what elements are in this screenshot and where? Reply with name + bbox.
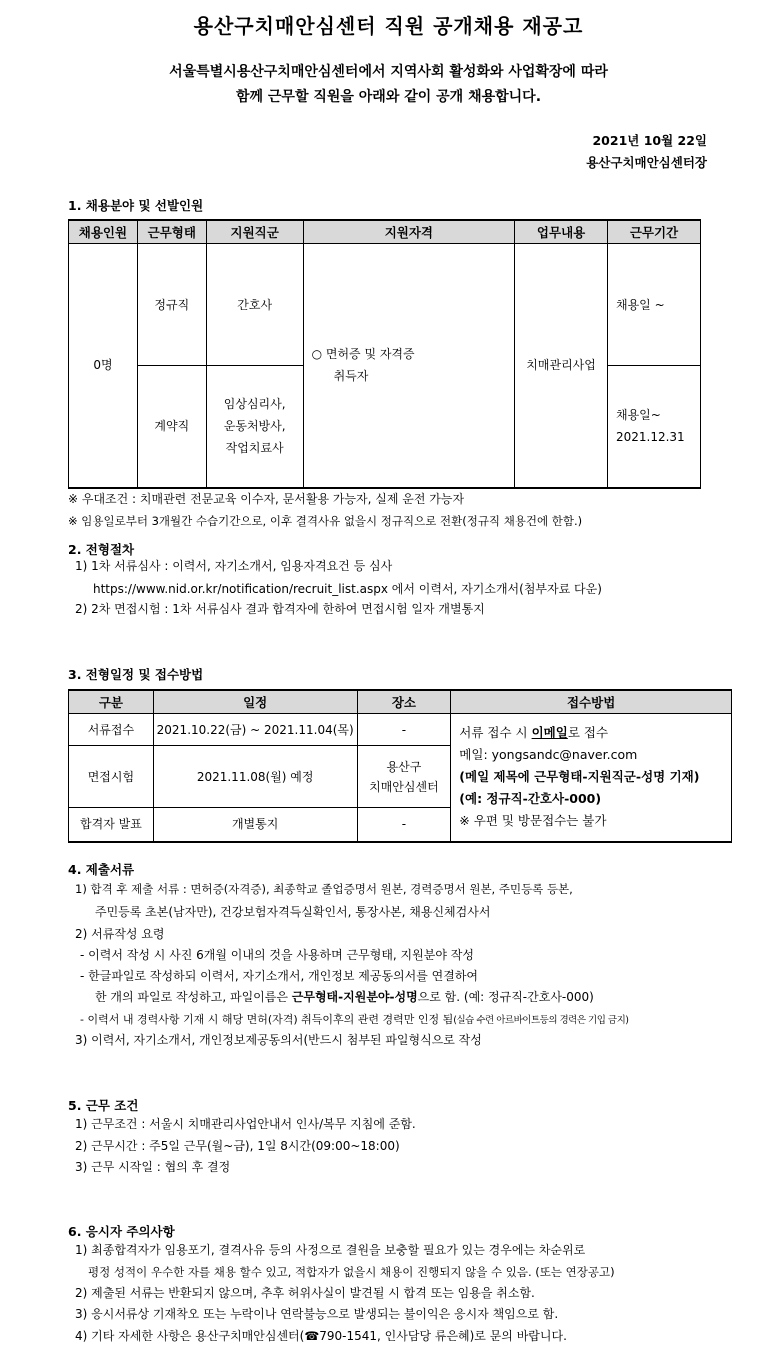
cell-type-contract: 계약직 xyxy=(137,366,206,488)
issuer: 용산구치매안심센터장 xyxy=(586,155,707,170)
s4-line-3: 2) 서류작성 요령 xyxy=(75,927,165,941)
note-preference: ※ 우대조건 : 치매관련 전문교육 이수자, 문서활용 가능자, 실제 운전 가능자 xyxy=(68,492,465,506)
s4-text: - 이력서 내 경력사항 기재 시 해당 면허(자격) 취득이후의 관련 경력만 인정 됨 xyxy=(80,1013,454,1026)
header-type: 근무형태 xyxy=(137,220,206,244)
s4-line-4: - 이력서 작성 시 사진 6개월 이내의 것을 사용하며 근무형태, 지원분야 작성 xyxy=(80,948,474,962)
header-place: 장소 xyxy=(357,690,451,714)
s4-line-2: 주민등록 초본(남자만), 건강보험자격득실확인서, 통장사본, 채용신체검사서 xyxy=(95,905,491,919)
s5-line-1: 1) 근무조건 : 서울시 치매관리사업안내서 인사/복무 지침에 준함. xyxy=(75,1117,416,1131)
table-header-row xyxy=(69,220,701,244)
cell-date: 개별통지 xyxy=(153,808,357,842)
qualification-line-2: 취득자 xyxy=(333,369,369,384)
s4-line-1: 1) 합격 후 제출 서류 : 면허증(자격증), 최종학교 졸업증명서 원본, 경력증명서 원본, 주민등록 등본, xyxy=(75,882,573,896)
cell-label: 서류접수 xyxy=(69,714,154,746)
schedule-table xyxy=(68,689,732,843)
cell-place: - xyxy=(357,714,451,746)
s6-line-5: 4) 기타 자세한 사항은 용산구치매안심센터(☎790-1541, 인사담당 류은혜)로 문의 바랍니다. xyxy=(75,1329,567,1343)
method-text: 로 접수 xyxy=(567,725,609,741)
s4-line-8: 3) 이력서, 자기소개서, 개인정보제공동의서(반드시 첨부된 파일형식으로 작성 xyxy=(75,1033,482,1047)
s4-filename-rule: 근무형태-지원분야-성명 xyxy=(291,990,418,1004)
s6-line-2: 평정 성적이 우수한 자를 채용 할수 있고, 적합자가 없을시 채용이 진행되지 않을 수 있음. (또는 연장공고) xyxy=(88,1265,615,1279)
s2-line-1: 1) 1차 서류심사 : 이력서, 자기소개서, 임용자격요건 등 심사 xyxy=(75,559,393,573)
cell-period-contract xyxy=(607,366,700,488)
header-count: 채용인원 xyxy=(69,220,138,244)
cell-job-contract xyxy=(206,366,303,488)
announcement-date: 2021년 10월 22일 xyxy=(592,133,707,148)
method-text: 서류 접수 시 xyxy=(459,725,532,741)
s6-line-1: 1) 최종합격자가 임용포기, 결격사유 등의 사정으로 결원을 보충할 필요가 있는 경우에는 차순위로 xyxy=(75,1243,586,1257)
s4-text: 으로 함. (예: 정규직-간호사-000) xyxy=(417,990,594,1004)
s4-line-7 xyxy=(80,1010,629,1030)
cell-qualification xyxy=(303,244,515,488)
s5-line-3: 3) 근무 시작일 : 협의 후 결정 xyxy=(75,1160,231,1174)
intro-text xyxy=(0,60,777,110)
s2-url-line: https://www.nid.or.kr/notification/recruit_list.aspx 에서 이력서, 자기소개서(첨부자료 다운) xyxy=(93,582,602,596)
note-probation: ※ 임용일로부터 3개월간 수습기간으로, 이후 결격사유 없을시 정규직으로 전환(정규직 채용건에 한함.) xyxy=(68,514,583,528)
s2-line-2: 2) 2차 면접시험 : 1차 서류심사 결과 합격자에 한하여 면접시험 일자 개별통지 xyxy=(75,602,485,616)
table-row xyxy=(69,714,732,746)
cell-type-regular: 정규직 xyxy=(137,244,206,366)
method-line-1 xyxy=(459,722,723,744)
s4-text: 한 개의 파일로 작성하고, 파일이름은 xyxy=(95,990,292,1004)
job-line-3: 작업치료사 xyxy=(225,441,284,456)
cell-date: 2021.11.08(월) 예정 xyxy=(153,746,357,808)
header-job: 지원직군 xyxy=(206,220,303,244)
job-line-1: 임상심리사, xyxy=(223,397,286,412)
s4-line-6 xyxy=(95,988,594,1007)
section-1-heading: 1. 채용분야 및 선발인원 xyxy=(68,198,204,213)
place-line-1: 용산구 xyxy=(386,759,422,774)
table-header-row xyxy=(69,690,732,714)
method-note: ※ 우편 및 방문접수는 불가 xyxy=(459,813,607,829)
header-category: 구분 xyxy=(69,690,154,714)
header-schedule: 일정 xyxy=(153,690,357,714)
date-block xyxy=(586,130,707,174)
place-line-2: 치매안심센터 xyxy=(369,779,439,794)
cell-count: 0명 xyxy=(69,244,138,488)
cell-place xyxy=(357,746,451,808)
section-2-heading: 2. 전형절차 xyxy=(68,542,135,557)
recruitment-table xyxy=(68,219,701,489)
method-email: 메일: yongsandc@naver.com xyxy=(459,747,638,763)
cell-label: 면접시험 xyxy=(69,746,154,808)
s5-line-2: 2) 근무시간 : 주5일 근무(월~금), 1일 8시간(09:00~18:00) xyxy=(75,1139,400,1153)
cell-job-nurse: 간호사 xyxy=(206,244,303,366)
method-email-emphasis: 이메일 xyxy=(531,725,568,741)
method-subject-rule: (메일 제목에 근무형태-지원직군-성명 기재) xyxy=(459,769,700,785)
cell-place: - xyxy=(357,808,451,842)
intro-line-2: 함께 근무할 직원을 아래와 같이 공개 채용합니다. xyxy=(235,89,542,105)
section-6-heading: 6. 응시자 주의사항 xyxy=(68,1224,175,1239)
header-qualification: 지원자격 xyxy=(303,220,515,244)
page-title: 용산구치매안심센터 직원 공개채용 재공고 xyxy=(193,14,584,38)
cell-period-regular: 채용일 ~ xyxy=(607,244,700,366)
period-line-1: 채용일~ xyxy=(615,408,661,423)
cell-duty: 치매관리사업 xyxy=(515,244,608,488)
cell-label: 합격자 발표 xyxy=(69,808,154,842)
s6-line-4: 3) 응시서류상 기재착오 또는 누락이나 연락불능으로 발생되는 불이익은 응시자 책임으로 함. xyxy=(75,1307,559,1321)
intro-line-1: 서울특별시용산구치매안심센터에서 지역사회 활성화와 사업확장에 따라 xyxy=(169,64,608,80)
cell-date: 2021.10.22(금) ~ 2021.11.04(목) xyxy=(153,714,357,746)
header-period: 근무기간 xyxy=(607,220,700,244)
section-4-heading: 4. 제출서류 xyxy=(68,862,135,877)
job-line-2: 운동처방사, xyxy=(223,419,286,434)
s6-line-3: 2) 제출된 서류는 반환되지 않으며, 추후 허위사실이 발견될 시 합격 또는 임용을 취소함. xyxy=(75,1286,535,1300)
table-row xyxy=(69,244,701,366)
s4-line-5: - 한글파일로 작성하되 이력서, 자기소개서, 개인정보 제공동의서를 연결하여 xyxy=(80,969,479,983)
header-method: 접수방법 xyxy=(451,690,732,714)
header-duty: 업무내용 xyxy=(515,220,608,244)
s4-small-note: (실습 수련 아르바이트등의 경력은 기입 금지) xyxy=(453,1015,629,1026)
cell-submission-method xyxy=(451,714,732,842)
period-line-2: 2021.12.31 xyxy=(615,430,685,445)
qualification-line-1: ○ 면허증 및 자격증 xyxy=(311,347,415,362)
section-5-heading: 5. 근무 조건 xyxy=(68,1098,139,1113)
method-example: (예: 정규직-간호사-000) xyxy=(459,791,602,807)
section-3-heading: 3. 전형일정 및 접수방법 xyxy=(68,667,204,682)
